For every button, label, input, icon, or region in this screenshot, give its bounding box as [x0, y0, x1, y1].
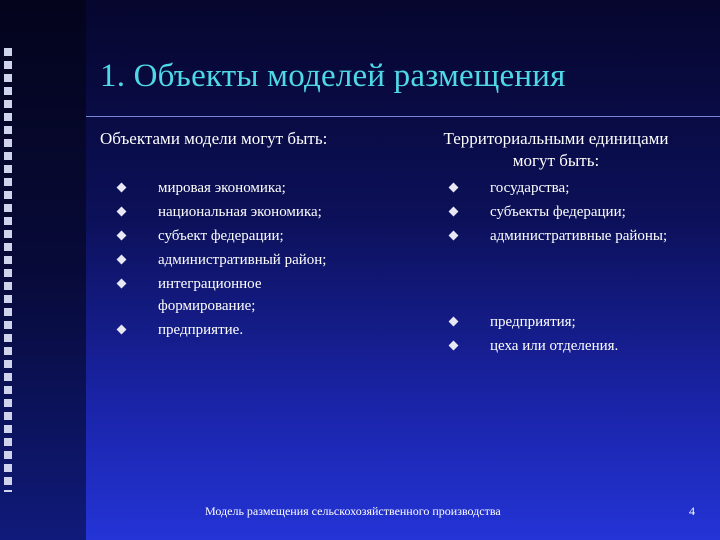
list-item: субъекты федерации; [450, 200, 710, 224]
decorative-left-band [0, 0, 86, 540]
list-item: субъект федерации; [118, 224, 378, 248]
diamond-bullet-icon [117, 207, 127, 217]
list-item: цеха или отделения. [450, 334, 710, 358]
right-heading-line-2: могут быть: [512, 151, 600, 170]
left-column-heading: Объектами модели могут быть: [100, 129, 328, 148]
diamond-bullet-icon [117, 279, 127, 289]
diamond-bullet-icon [449, 317, 459, 327]
diamond-bullet-icon [449, 183, 459, 193]
diamond-bullet-icon [449, 231, 459, 241]
list-item: административные районы; [450, 224, 710, 248]
diamond-bullet-icon [117, 255, 127, 265]
list-item: предприятие. [118, 318, 378, 342]
diamond-bullet-icon [117, 231, 127, 241]
diamond-bullet-icon [449, 341, 459, 351]
diamond-bullet-icon [449, 207, 459, 217]
decorative-squares-column [4, 48, 12, 492]
list-item: предприятия; [450, 310, 710, 334]
page-number: 4 [689, 504, 695, 518]
diamond-bullet-icon [117, 183, 127, 193]
title-divider [86, 116, 720, 117]
list-item: мировая экономика; [118, 176, 378, 200]
left-bullet-list [118, 176, 378, 342]
list-spacer [450, 248, 710, 310]
right-column-heading [411, 128, 701, 172]
diamond-bullet-icon [117, 325, 127, 335]
right-heading-line-1: Территориальными единицами [443, 129, 669, 148]
list-item: государства; [450, 176, 710, 200]
slide-title: 1. Объекты моделей размещения [100, 58, 566, 94]
list-item: национальная экономика; [118, 200, 378, 224]
list-item: интеграционное формирование; [118, 272, 308, 318]
list-item: административный район; [118, 248, 378, 272]
slide-footer: Модель размещения сельскохозяйственного производства [205, 504, 501, 518]
right-bullet-list [450, 176, 710, 358]
